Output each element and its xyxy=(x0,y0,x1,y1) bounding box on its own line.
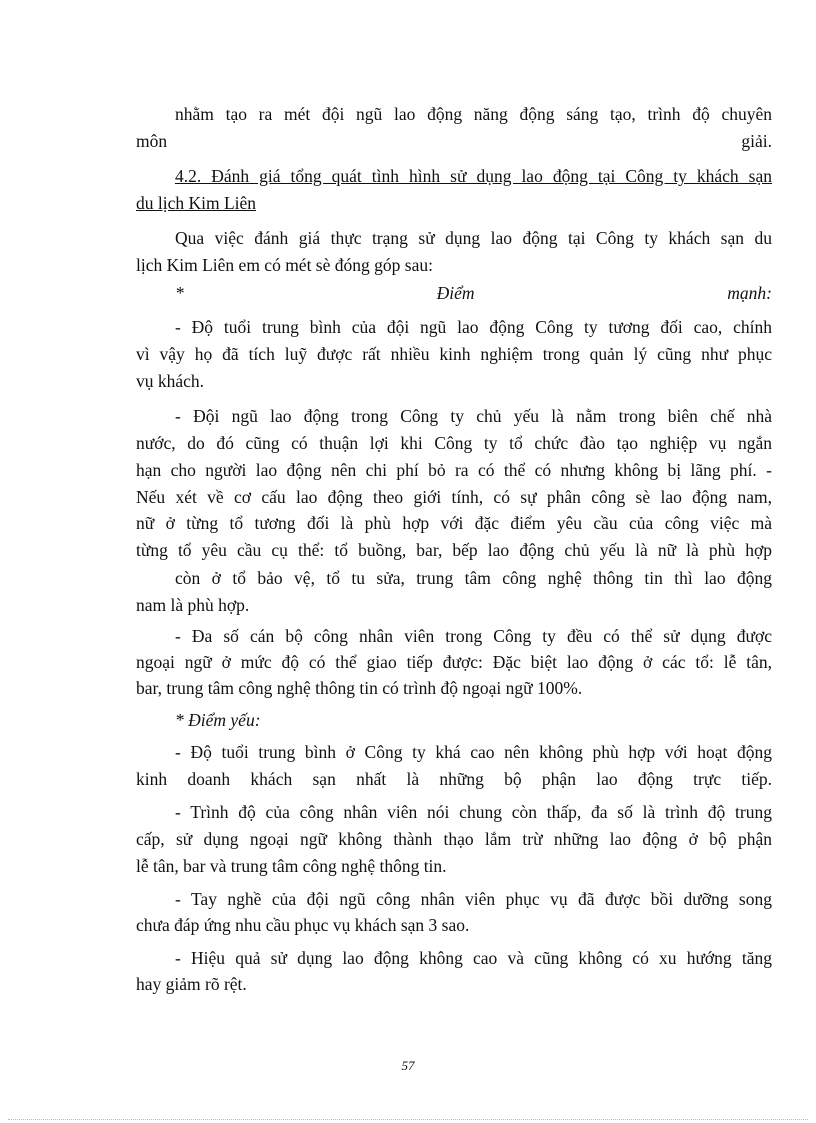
subheading-weaknesses: * Điểm yếu: xyxy=(175,710,261,730)
text-line: - Tay nghề của đội ngũ công nhân viên phục vụ đã được bồi dưỡng song xyxy=(175,889,772,909)
text-line: cấp, sử dụng ngoại ngữ không thành thạo lắm trừ những lao động ở bộ phận xyxy=(136,829,772,849)
text-line: lịch Kim Liên em có mét sè đóng góp sau: xyxy=(136,255,433,275)
page-number: 57 xyxy=(401,1058,415,1073)
text-line: nước, do đó cũng có thuận lợi khi Công ty tổ chức đào tạo nghiệp vụ ngắn xyxy=(136,433,772,453)
text-line: vì vậy họ đã tích luỹ được rất nhiều kinh nghiệm trong quản lý cũng như phục xyxy=(136,344,772,364)
text-line: nữ ở từng tổ tương đối là phù hợp với đặc điểm yêu cầu của công việc mà xyxy=(136,513,772,533)
text-line: - Độ tuổi trung bình của đội ngũ lao động Công ty tương đối cao, chính xyxy=(175,317,772,337)
text-line: chưa đáp ứng nhu cầu phục vụ khách sạn 3 sao. xyxy=(136,915,470,935)
text-line: từng tổ yêu cầu cụ thể: tổ buồng, bar, bếp lao động chủ yếu là nữ là phù hợp xyxy=(136,540,772,560)
subheading-strengths: * Điểm mạnh: xyxy=(175,283,772,303)
text-line: bar, trung tâm công nghệ thông tin có trình độ ngoại ngữ 100%. xyxy=(136,678,583,698)
text-line: lễ tân, bar và trung tâm công nghệ thông tin. xyxy=(136,856,447,876)
text-line: ngoại ngữ ở mức độ có thể giao tiếp được: Đặc biệt lao động ở các tổ: lễ tân, xyxy=(136,652,772,672)
text-line: - Trình độ của công nhân viên nói chung còn thấp, đa số là trình độ trung xyxy=(175,802,772,822)
text-line: - Độ tuổi trung bình ở Công ty khá cao nên không phù hợp với hoạt động xyxy=(175,742,772,762)
text-line: - Đội ngũ lao động trong Công ty chủ yếu là nằm trong biên chế nhà xyxy=(175,406,772,426)
text-line: hay giảm rõ rệt. xyxy=(136,974,247,994)
text-line: môn giải. xyxy=(136,131,772,151)
page-bottom-divider xyxy=(8,1119,808,1120)
section-heading: 4.2. Đánh giá tổng quát tình hình sử dụng lao động tại Công ty khách sạn xyxy=(175,166,772,186)
text-line: - Đa số cán bộ công nhân viên trong Công ty đều có thể sử dụng được xyxy=(175,626,772,646)
section-heading: du lịch Kim Liên xyxy=(136,193,257,213)
text-line: kinh doanh khách sạn nhất là những bộ phận lao động trực tiếp. xyxy=(136,769,772,789)
text-line: còn ở tổ bảo vệ, tổ tu sửa, trung tâm công nghệ thông tin thì lao động xyxy=(175,568,772,588)
text-line: Nếu xét về cơ cấu lao động theo giới tính, có sự phân công sè lao động nam, xyxy=(136,487,772,507)
text-line: Qua việc đánh giá thực trạng sử dụng lao động tại Công ty khách sạn du xyxy=(175,228,772,248)
text-line: vụ khách. xyxy=(136,371,205,391)
text-line: nhằm tạo ra mét đội ngũ lao động năng động sáng tạo, trình độ chuyên xyxy=(175,104,772,124)
text-line: nam là phù hợp. xyxy=(136,595,250,615)
text-line: hạn cho người lao động nên chi phí bỏ ra có thể có nhưng không bị lãng phí. - xyxy=(136,460,772,480)
text-line: - Hiệu quả sử dụng lao động không cao và cũng không có xu hướng tăng xyxy=(175,948,772,968)
